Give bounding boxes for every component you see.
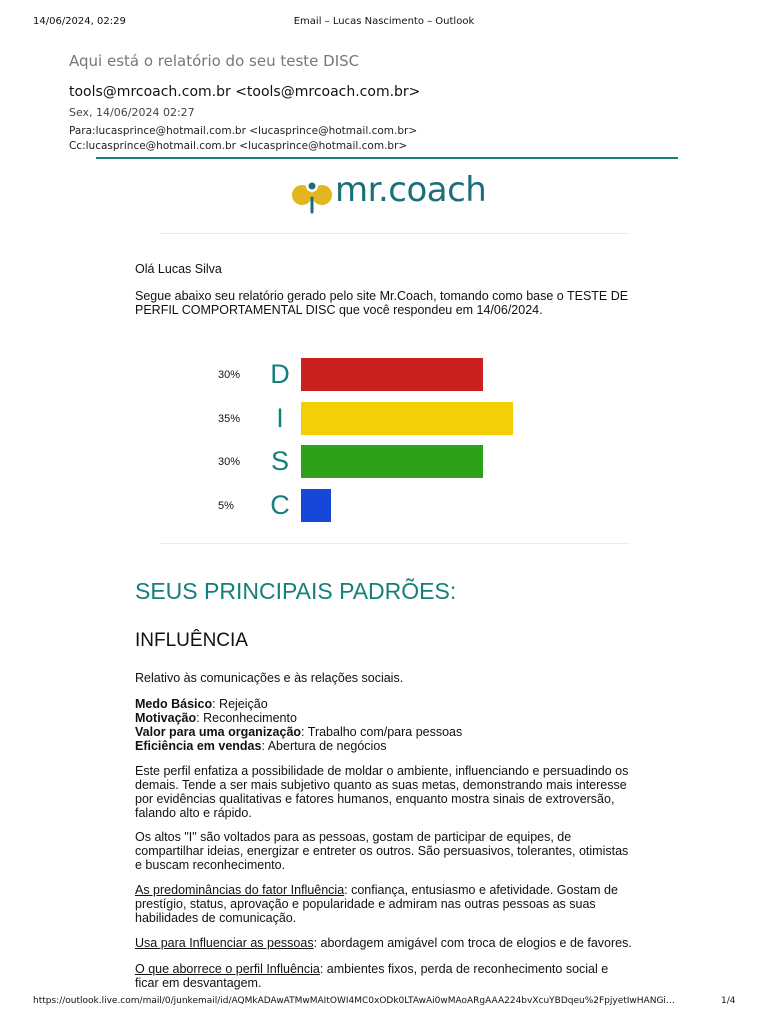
- greeting: Olá Lucas Silva: [135, 262, 222, 276]
- print-date: 14/06/2024, 02:29: [33, 16, 126, 27]
- disc-value-label-c: 5%: [218, 500, 234, 513]
- email-to-recipients[interactable]: Para:lucasprince@hotmail.com.br <lucasprince@hotmail.com.br>: [69, 125, 418, 137]
- annoyance-label: O que aborrece o perfil Influência: [135, 962, 320, 976]
- attribute-sales-efficiency: Eficiência em vendas: Abertura de negócios: [135, 739, 387, 753]
- attribute-basic-fear: Medo Básico: Rejeição: [135, 697, 268, 711]
- disc-value-label-d: 30%: [218, 369, 241, 381]
- email-sender[interactable]: tools@mrcoach.com.br <tools@mrcoach.com.br>: [69, 84, 421, 100]
- profile-relative-text: Relativo às comunicações e às relações sociais.: [135, 671, 404, 685]
- page-number: 1/4: [721, 996, 736, 1006]
- intro-text: Segue abaixo seu relatório gerado pelo site Mr.Coach, tomando como base o TESTE DE PERFIL COMPORTAMENTAL DISC que você respondeu em 14/06/2024.: [135, 289, 629, 317]
- email-subject: Aqui está o relatório do seu teste DISC: [69, 52, 360, 70]
- predominance-label: As predominâncias do fator Influência: [135, 883, 345, 897]
- disc-bar-s: [301, 445, 483, 478]
- email-sent-date: Sex, 14/06/2024 02:27: [69, 106, 195, 119]
- disc-bar-c: [301, 489, 331, 522]
- disc-value-label-i: 35%: [218, 412, 241, 425]
- disc-letter-i: I: [276, 402, 284, 433]
- disc-bar-d: [301, 358, 483, 391]
- page-url[interactable]: https://outlook.live.com/mail/0/junkemail/id/AQMkADAwATMwMAItOWI4MC0xODk0LTAwAi0wMAoARgAAA224bvXcuYBDqeu%2FpjyetIwHANGi…: [33, 996, 675, 1006]
- disc-bar-i: [301, 402, 513, 435]
- top-divider: [160, 233, 630, 234]
- profile-attribute-list: [135, 697, 635, 753]
- print-title: Email – Lucas Nascimento – Outlook: [293, 16, 475, 27]
- chart-divider: [160, 543, 630, 544]
- annoyance-paragraph: O que aborrece o perfil Influência: ambientes fixos, perda de reconhecimento social e ficar em desvantagem.: [135, 962, 609, 990]
- influence-label: Usa para Influenciar as pessoas: [135, 936, 314, 950]
- profile-description-paragraph: Este perfil enfatiza a possibilidade de moldar o ambiente, influenciando e persuadindo os demais. Tende a ser mais subjetivo quanto as suas metas, demonstrando mais interesse por evidências qualitativas e fatores humanos, enquanto mostra sinais de extroversão, falando alto e rápido.: [135, 764, 629, 820]
- disc-value-label-s: 30%: [218, 456, 241, 469]
- attribute-motivation: Motivação: Reconhecimento: [135, 711, 297, 725]
- predominance-paragraph: As predominâncias do fator Influência: confiança, entusiasmo e afetividade. Gostam de prestígio, status, aprovação e popularidade e admiram nas outras pessoas as suas habilidades de comunicação.: [135, 883, 618, 925]
- email-cc-recipients[interactable]: Cc:lucasprince@hotmail.com.br <lucasprince@hotmail.com.br>: [69, 140, 408, 152]
- logo-text: mr.coach: [335, 170, 487, 210]
- header-divider: [96, 157, 678, 159]
- high-i-paragraph: Os altos "I" são voltados para as pessoas, gostam de participar de equipes, de compartilhar ideias, energizar e entreter os outros. São persuasivos, tolerantes, otimistas e buscam reconhecimento.: [135, 830, 629, 872]
- disc-letter-s: S: [270, 446, 289, 477]
- patterns-title: SEUS PRINCIPAIS PADRÕES:: [135, 578, 457, 604]
- influence-paragraph: Usa para Influenciar as pessoas: abordagem amigável com troca de elogios e de favores.: [135, 936, 632, 950]
- disc-letter-d: D: [270, 359, 290, 389]
- mrcoach-logo: [291, 170, 491, 218]
- attribute-organization-value: Valor para uma organização: Trabalho com/para pessoas: [135, 725, 463, 739]
- mrcoach-logo-icon: [291, 174, 333, 216]
- profile-title: INFLUÊNCIA: [135, 630, 248, 651]
- disc-letter-c: C: [270, 490, 290, 521]
